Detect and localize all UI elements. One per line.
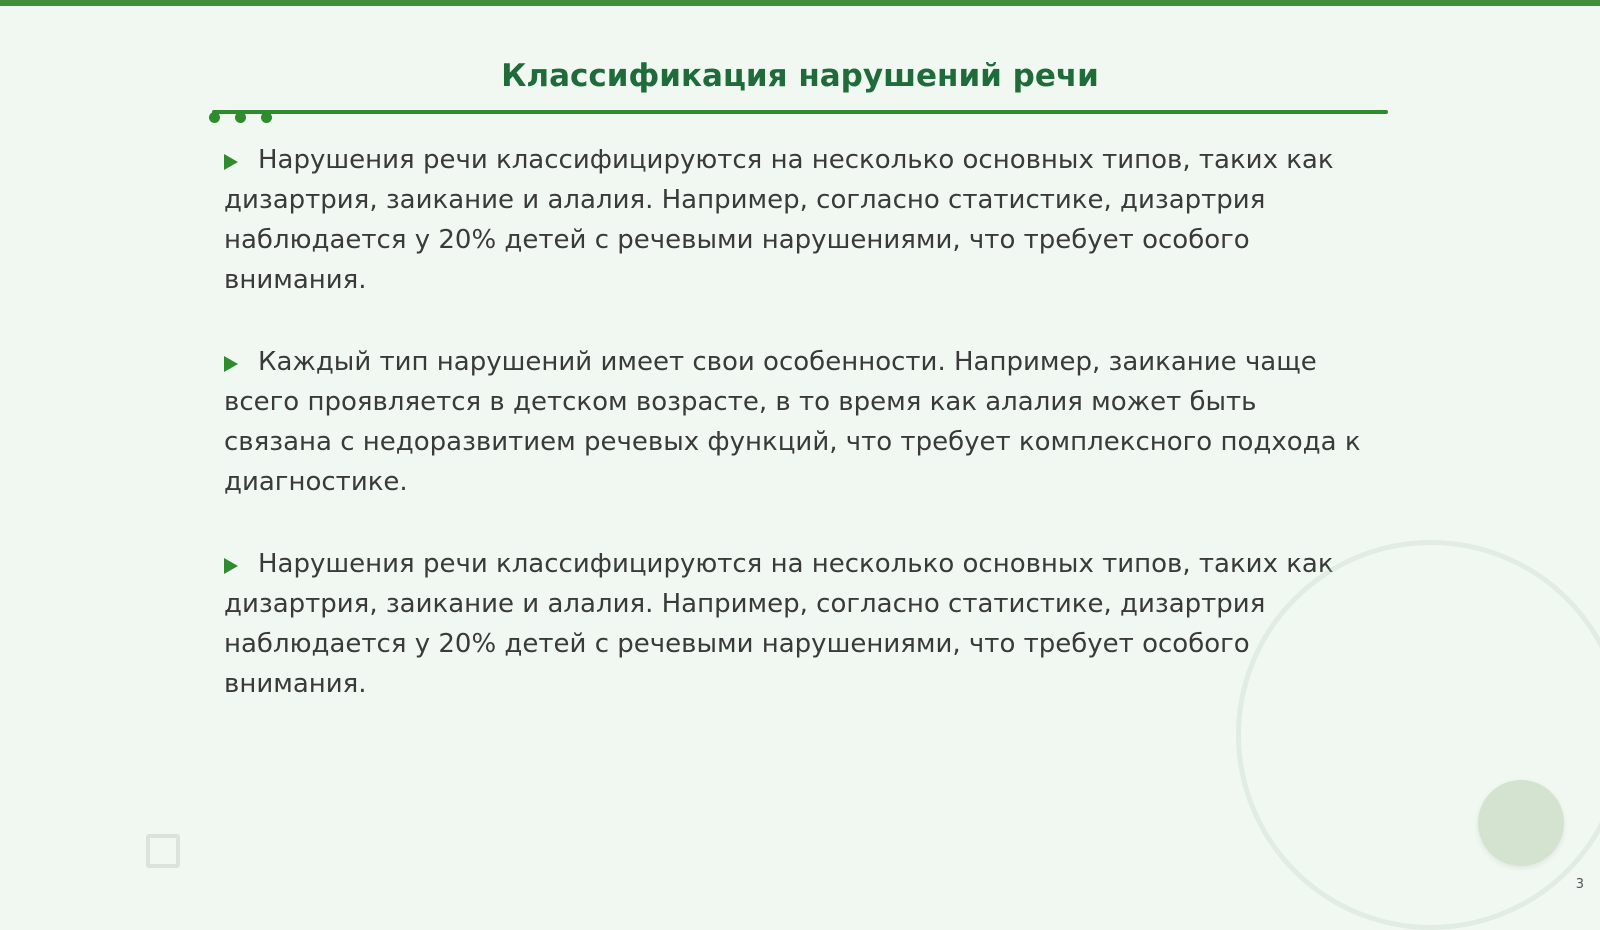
- bullet-item: [224, 342, 1368, 502]
- title-underline: [212, 110, 1388, 114]
- decorative-disc: [1478, 780, 1564, 866]
- bullet-text: Нарушения речи классифицируются на несколько основных типов, таких как дизартрия, заикание и алалия. Например, согласно статистике, дизартрия наблюдается у 20% детей с речевыми нарушениями, что требует особого внимания.: [224, 145, 1334, 295]
- bullet-list: [224, 140, 1368, 746]
- triangle-bullet-icon: [224, 356, 238, 372]
- underline-dot: [235, 112, 246, 123]
- bullet-item: [224, 544, 1368, 704]
- page-number: 3: [1575, 877, 1584, 892]
- triangle-bullet-icon: [224, 558, 238, 574]
- underline-dot: [261, 112, 272, 123]
- bullet-text: Нарушения речи классифицируются на несколько основных типов, таких как дизартрия, заикание и алалия. Например, согласно статистике, дизартрия наблюдается у 20% детей с речевыми нарушениями, что требует особого внимания.: [224, 549, 1334, 699]
- slide-title: Классификация нарушений речи: [501, 58, 1099, 94]
- underline-dot: [209, 112, 220, 123]
- top-accent-bar: [0, 0, 1600, 6]
- triangle-bullet-icon: [224, 154, 238, 170]
- decorative-ring: [1236, 540, 1600, 930]
- bullet-text: Каждый тип нарушений имеет свои особенности. Например, заикание чаще всего проявляется в детском возрасте, в то время как алалия может быть связана с недоразвитием речевых функций, что требует комплексного подхода к диагностике.: [224, 347, 1361, 497]
- bullet-item: [224, 140, 1368, 300]
- decorative-square: [146, 834, 180, 868]
